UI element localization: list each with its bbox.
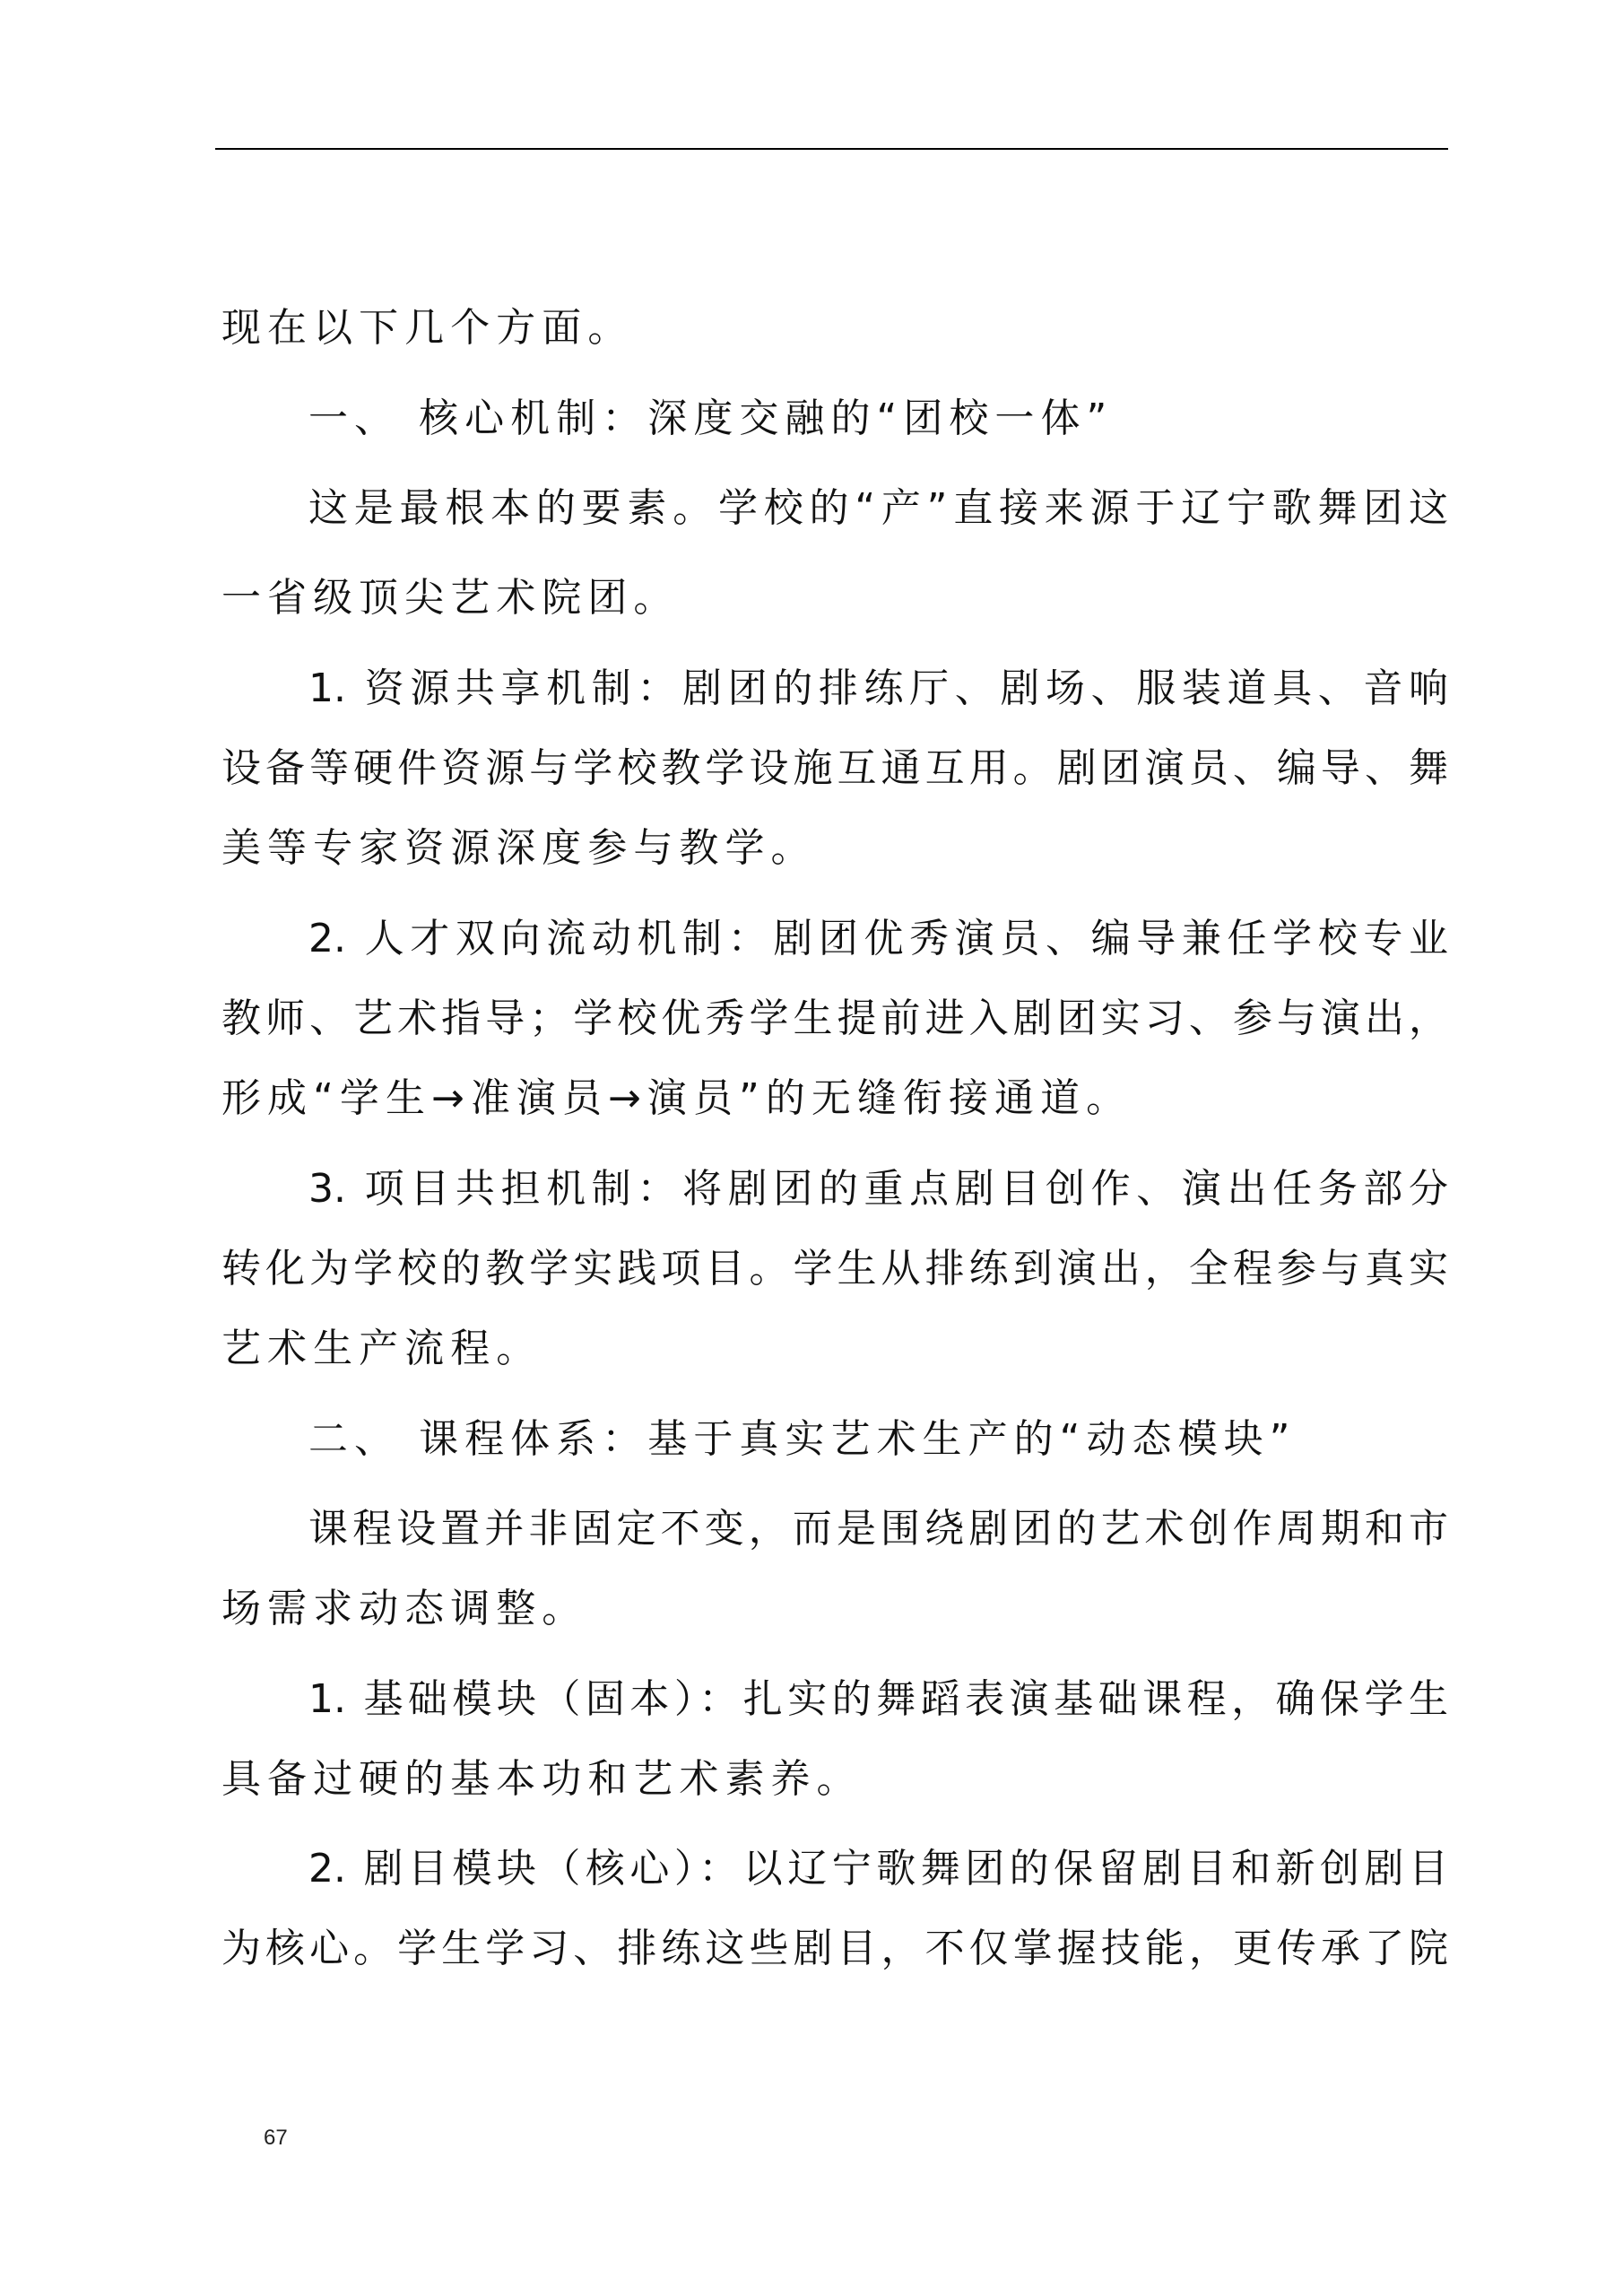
paragraph-line: 具备过硬的基本功和艺术素养。 [221, 1756, 863, 1802]
section-heading: 一、 核心机制：深度交融的“团校一体” [308, 396, 1114, 441]
list-item-line: 1. 基础模块（固本）：扎实的舞蹈表演基础课程，确保学生 [308, 1676, 1448, 1722]
paragraph-line: 转化为学校的教学实践项目。学生从排练到演出，全程参与真实 [221, 1246, 1448, 1292]
paragraph-line: 教师、艺术指导；学校优秀学生提前进入剧团实习、参与演出， [221, 996, 1448, 1041]
list-item-line: 3. 项目共担机制：将剧团的重点剧目创作、演出任务部分 [308, 1166, 1448, 1212]
paragraph-line: 美等专家资源深度参与教学。 [221, 825, 817, 871]
paragraph-line: 场需求动态调整。 [221, 1586, 588, 1631]
paragraph-line: 一省级顶尖艺术院团。 [221, 575, 680, 621]
list-item-line: 2. 剧目模块（核心）：以辽宁歌舞团的保留剧目和新创剧目 [308, 1846, 1448, 1892]
list-item-line: 1. 资源共享机制：剧团的排练厅、剧场、服装道具、音响 [308, 665, 1448, 711]
paragraph-line: 这是最根本的要素。学校的“产”直接来源于辽宁歌舞团这 [308, 485, 1448, 531]
page-number: 67 [264, 2126, 288, 2150]
paragraph-line: 形成“学生→准演员→演员”的无缝衔接通道。 [221, 1075, 1133, 1121]
section-heading: 二、 课程体系：基于真实艺术生产的“动态模块” [308, 1416, 1297, 1462]
paragraph-line: 为核心。学生学习、排练这些剧目，不仅掌握技能，更传承了院 [221, 1926, 1448, 1971]
header-rule [215, 148, 1448, 150]
paragraph-line: 艺术生产流程。 [221, 1326, 542, 1371]
paragraph-line: 课程设置并非固定不变，而是围绕剧团的艺术创作周期和市 [308, 1506, 1448, 1552]
paragraph-line: 设备等硬件资源与学校教学设施互通互用。剧团演员、编导、舞 [221, 745, 1448, 791]
paragraph-line: 现在以下几个方面。 [221, 305, 634, 351]
list-item-line: 2. 人才双向流动机制：剧团优秀演员、编导兼任学校专业 [308, 916, 1448, 961]
